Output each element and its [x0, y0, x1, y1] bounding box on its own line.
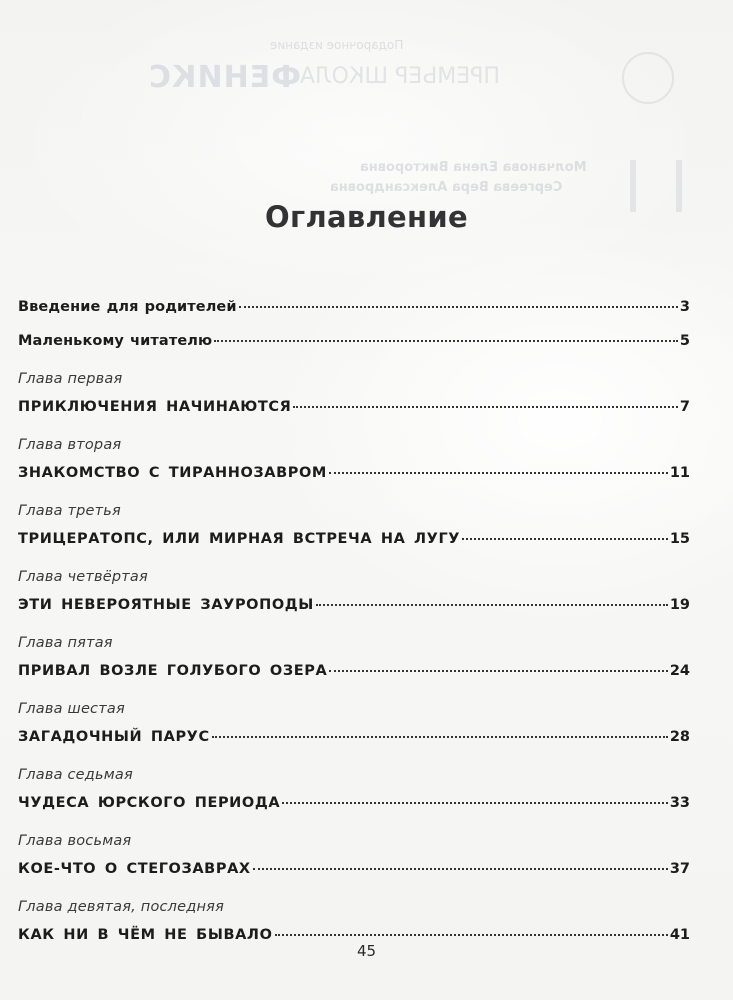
chapter-label: Глава первая: [18, 371, 123, 387]
chapter-label: Глава третья: [18, 503, 121, 519]
toc-entry-title: ЗНАКОМСТВО С ТИРАННОЗАВРОМ: [18, 465, 327, 481]
toc-page-number: 5: [679, 333, 690, 349]
toc-entry-title: ЧУДЕСА ЮРСКОГО ПЕРИОДА: [18, 795, 281, 811]
bleed-through-author-text: Молчанова Елена Викторовна: [360, 160, 587, 175]
toc-page-number: 7: [679, 399, 690, 415]
chapter-label: Глава восьмая: [18, 833, 132, 849]
bleed-through-publisher-text: Подарочное издание: [270, 38, 404, 52]
chapter-label: Глава пятая: [18, 635, 113, 651]
toc-entry-chapter-5[interactable]: [18, 654, 690, 688]
page-number: 45: [356, 942, 377, 960]
toc-entry-chapter-8[interactable]: [18, 852, 690, 886]
bleed-through-brand-text: ФЕНИКС: [148, 60, 301, 95]
bleed-through-author-text-2: Сергеева Вера Александровна: [330, 180, 563, 195]
table-of-contents: [18, 290, 690, 952]
toc-entry-chapter-3[interactable]: [18, 522, 690, 556]
toc-entry-title: ПРИВАЛ ВОЗЛЕ ГОЛУБОГО ОЗЕРА: [18, 663, 328, 679]
toc-page-number: 37: [669, 861, 690, 877]
toc-page-number: 15: [669, 531, 690, 547]
toc-page-number: 3: [679, 299, 690, 315]
toc-page-number: 41: [669, 927, 690, 943]
dot-leader: [214, 340, 678, 342]
toc-entry-chapter-4[interactable]: [18, 588, 690, 622]
toc-entry-title: ЭТИ НЕВЕРОЯТНЫЕ ЗАУРОПОДЫ: [18, 597, 314, 613]
dot-leader: [316, 604, 668, 606]
dot-leader: [212, 736, 668, 738]
toc-entry-intro-reader[interactable]: [18, 324, 690, 358]
dot-leader: [282, 802, 668, 804]
chapter-label: Глава седьмая: [18, 767, 133, 783]
dot-leader: [329, 670, 668, 672]
toc-page-number: 24: [669, 663, 690, 679]
toc-entry-title: КОЕ-ЧТО О СТЕГОЗАВРАХ: [18, 861, 251, 877]
chapter-label: Глава вторая: [18, 437, 122, 453]
toc-entry-title: ЗАГАДОЧНЫЙ ПАРУС: [18, 729, 210, 745]
toc-entry-chapter-1[interactable]: [18, 390, 690, 424]
toc-entry-intro-parents[interactable]: [18, 290, 690, 324]
toc-entry-title: ПРИКЛЮЧЕНИЯ НАЧИНАЮТСЯ: [18, 399, 292, 415]
dot-leader: [253, 868, 668, 870]
chapter-label: Глава шестая: [18, 701, 125, 717]
toc-page-number: 33: [669, 795, 690, 811]
dot-leader: [462, 538, 668, 540]
chapter-label: Глава девятая, последняя: [18, 899, 225, 915]
dot-leader: [293, 406, 678, 408]
dot-leader: [329, 472, 668, 474]
toc-entry-chapter-7[interactable]: [18, 786, 690, 820]
toc-entry-title: Маленькому читателю: [18, 333, 213, 349]
bleed-through-series-text: ПРЕМЬЕР ШКОЛА: [300, 64, 500, 89]
page-title: Оглавление: [265, 200, 468, 234]
toc-page-number: 28: [669, 729, 690, 745]
bleed-through-logo-icon: [622, 52, 674, 104]
toc-entry-chapter-6[interactable]: [18, 720, 690, 754]
toc-page-number: 19: [669, 597, 690, 613]
toc-entry-title: ТРИЦЕРАТОПС, ИЛИ МИРНАЯ ВСТРЕЧА НА ЛУГУ: [18, 531, 461, 547]
toc-entry-title: Введение для родителей: [18, 299, 237, 315]
dot-leader: [239, 306, 678, 308]
dot-leader: [275, 934, 668, 936]
toc-entry-chapter-2[interactable]: [18, 456, 690, 490]
toc-entry-title: КАК НИ В ЧЁМ НЕ БЫВАЛО: [18, 927, 273, 943]
toc-page-number: 11: [669, 465, 690, 481]
chapter-label: Глава четвёртая: [18, 569, 148, 585]
